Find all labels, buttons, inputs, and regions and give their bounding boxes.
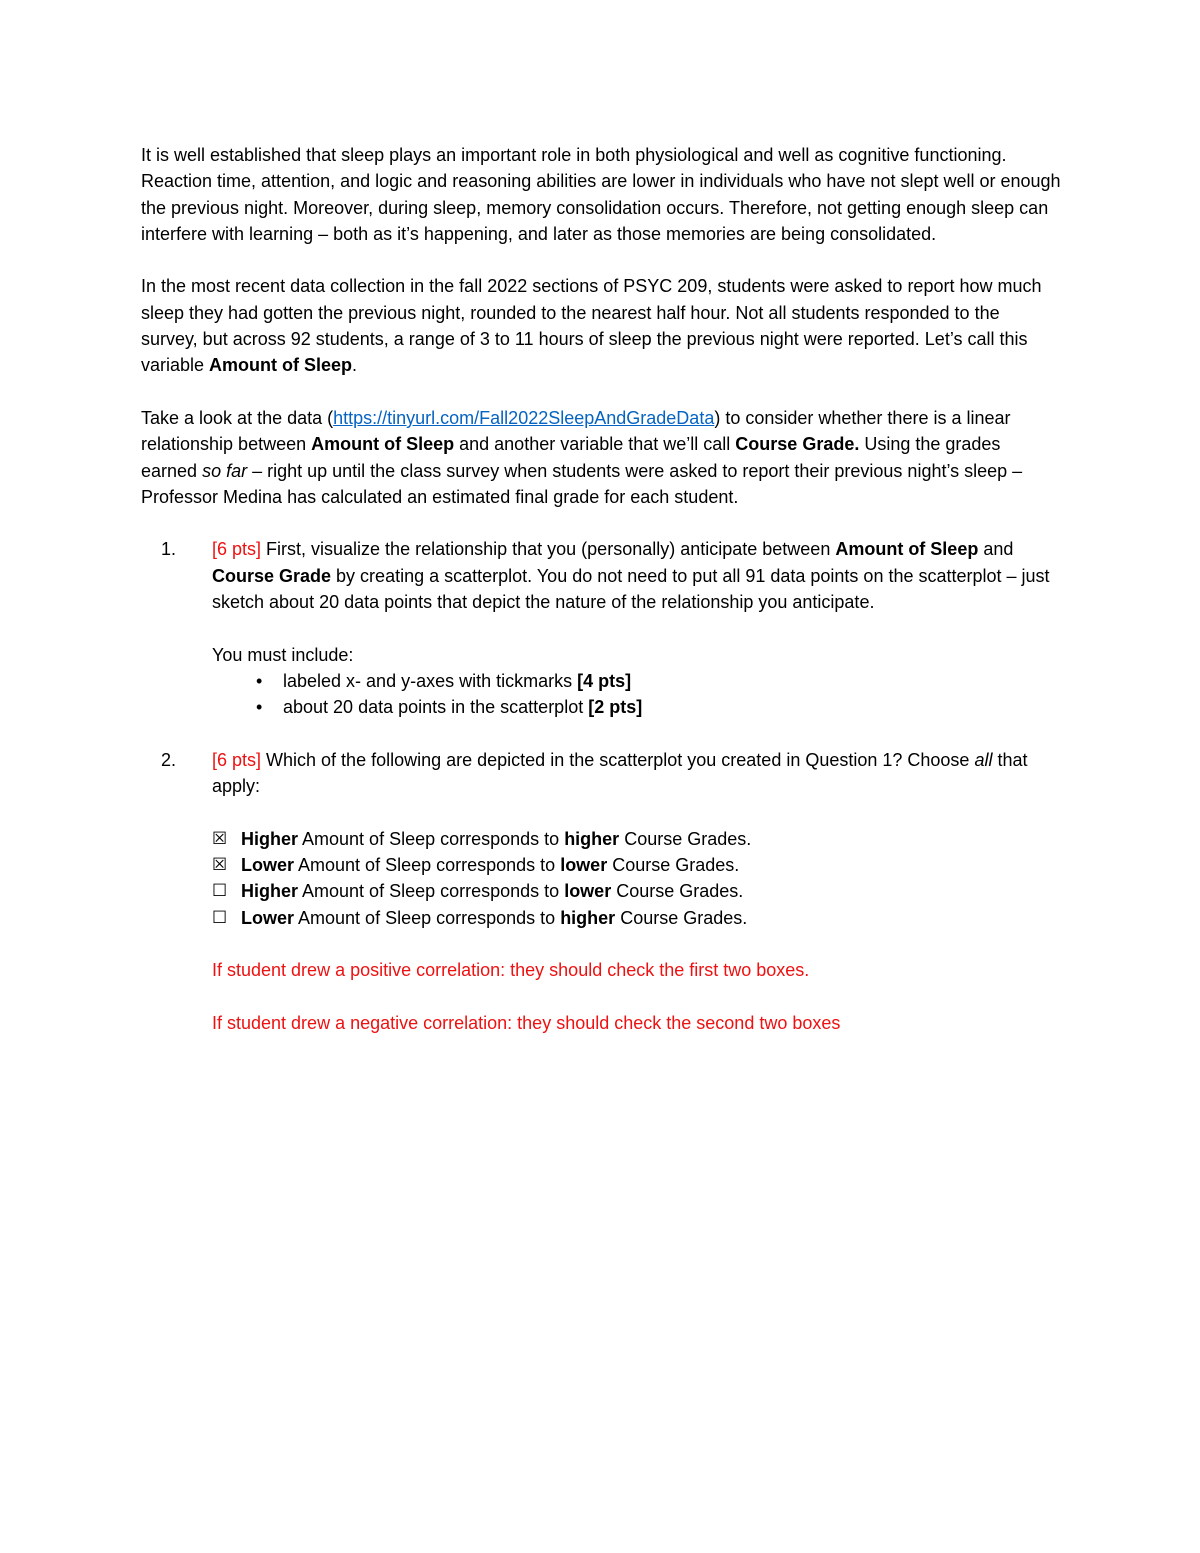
option-bold-2: higher <box>560 907 616 928</box>
option-4 <box>212 905 1061 931</box>
requirement-text: about 20 data points in the scatterplot <box>283 697 589 718</box>
requirement-points: [4 pts] <box>577 670 632 691</box>
question-2-points: [6 pts] <box>212 749 262 770</box>
option-mid: Amount of Sleep corresponds to <box>294 855 561 876</box>
question-1-text-c: by creating a scatterplot. You do not need to put all 91 data points on the scatterplot – just sketch about 20 data points that depict the nature of the relationship you anticipate. <box>212 565 1050 613</box>
must-include-label: You must include: <box>212 644 354 665</box>
intro-paragraph-3-a: Take a look at the data ( <box>141 407 334 428</box>
list-item <box>212 668 1061 694</box>
option-3 <box>212 878 1061 904</box>
option-bold-1: Lower <box>241 855 295 876</box>
unchecked-box-icon[interactable]: ☐ <box>212 881 228 902</box>
question-1-amount-of-sleep: Amount of Sleep <box>835 539 979 560</box>
option-mid: Amount of Sleep corresponds to <box>298 881 565 902</box>
data-link[interactable]: https://tinyurl.com/Fall2022SleepAndGradeData <box>333 407 715 428</box>
option-bold-1: Higher <box>241 828 299 849</box>
intro-paragraph-3-d: Using the grades earned <box>141 434 1001 481</box>
intro-paragraph-3-c: and another variable that we’ll call <box>454 434 736 455</box>
intro-paragraph-3-e: – right up until the class survey when students were asked to report their previous night’s sleep – Professor Medina has calculated an estimated final grade for each student. <box>141 460 1023 507</box>
question-1-points: [6 pts] <box>212 539 262 560</box>
option-2 <box>212 852 1061 878</box>
option-end: Course Grades. <box>619 828 752 849</box>
checked-box-icon[interactable]: ☒ <box>212 855 228 876</box>
list-item <box>212 694 1061 720</box>
question-1-text-a: First, visualize the relationship that you (personally) anticipate between <box>261 539 836 560</box>
option-end: Course Grades. <box>611 881 744 902</box>
amount-of-sleep-term: Amount of Sleep <box>209 355 353 376</box>
option-bold-1: Higher <box>241 881 299 902</box>
option-bold-2: higher <box>564 828 620 849</box>
bullet-icon: • <box>256 670 263 691</box>
question-1 <box>141 536 1061 720</box>
option-bold-1: Lower <box>241 907 295 928</box>
intro-paragraph-2 <box>141 273 1061 378</box>
positive-correlation-note: If student drew a positive correlation: they should check the first two boxes. <box>212 960 810 981</box>
option-mid: Amount of Sleep corresponds to <box>298 828 565 849</box>
checked-box-icon[interactable]: ☒ <box>212 828 228 849</box>
option-bold-2: lower <box>560 855 608 876</box>
question-2-text-b: that apply: <box>212 749 1028 797</box>
option-end: Course Grades. <box>607 855 740 876</box>
intro-paragraph-2-text: In the most recent data collection in the fall 2022 sections of PSYC 209, students were asked to report how much sleep they had gotten the previous night, rounded to the nearest half hour. Not all students responded to the survey, but across 92 students, a range of 3 to 11 hours of sleep the previous night were reported. Let’s call this variable <box>141 276 1042 376</box>
option-mid: Amount of Sleep corresponds to <box>294 907 561 928</box>
intro-paragraph-1: It is well established that sleep plays an important role in both physiological and well as cognitive functioning. Reaction time, attention, and logic and reasoning abilities are lower in individuals who have not slept well or enough the previous night. Moreover, during sleep, memory consolidation occurs. Therefore, not getting enough sleep can interfere with learning – both as it’s happening, and later as those memories are being consolidated. <box>141 145 1061 244</box>
requirement-points: [2 pts] <box>588 697 643 718</box>
question-1-number: 1. <box>161 539 177 560</box>
unchecked-box-icon[interactable]: ☐ <box>212 907 228 928</box>
option-end: Course Grades. <box>615 907 748 928</box>
question-2-prompt <box>212 747 1061 800</box>
question-2 <box>141 747 1061 1036</box>
bullet-icon: • <box>256 697 263 718</box>
so-far-emphasis: so far <box>202 460 248 481</box>
question-2-number: 2. <box>161 749 177 770</box>
requirement-text: labeled x- and y-axes with tickmarks <box>283 670 578 691</box>
question-1-text-b: and <box>978 539 1014 560</box>
course-grade-term: Course Grade. <box>735 434 860 455</box>
all-emphasis: all <box>974 749 993 770</box>
option-bold-2: lower <box>564 881 612 902</box>
intro-paragraph-2-end: . <box>352 355 358 376</box>
requirements-list <box>212 668 1061 721</box>
intro-paragraph-3 <box>141 405 1061 510</box>
question-1-prompt <box>212 536 1061 615</box>
document-page <box>141 142 1061 1062</box>
intro-paragraph-3-b: ) to consider whether there is a linear relationship between <box>141 407 1011 455</box>
question-2-text-a: Which of the following are depicted in the scatterplot you created in Question 1? Choose <box>261 749 975 770</box>
amount-of-sleep-term-2: Amount of Sleep <box>311 434 455 455</box>
question-1-course-grade: Course Grade <box>212 565 332 586</box>
option-1 <box>212 826 1061 852</box>
negative-correlation-note: If student drew a negative correlation: they should check the second two boxes <box>212 1012 841 1033</box>
